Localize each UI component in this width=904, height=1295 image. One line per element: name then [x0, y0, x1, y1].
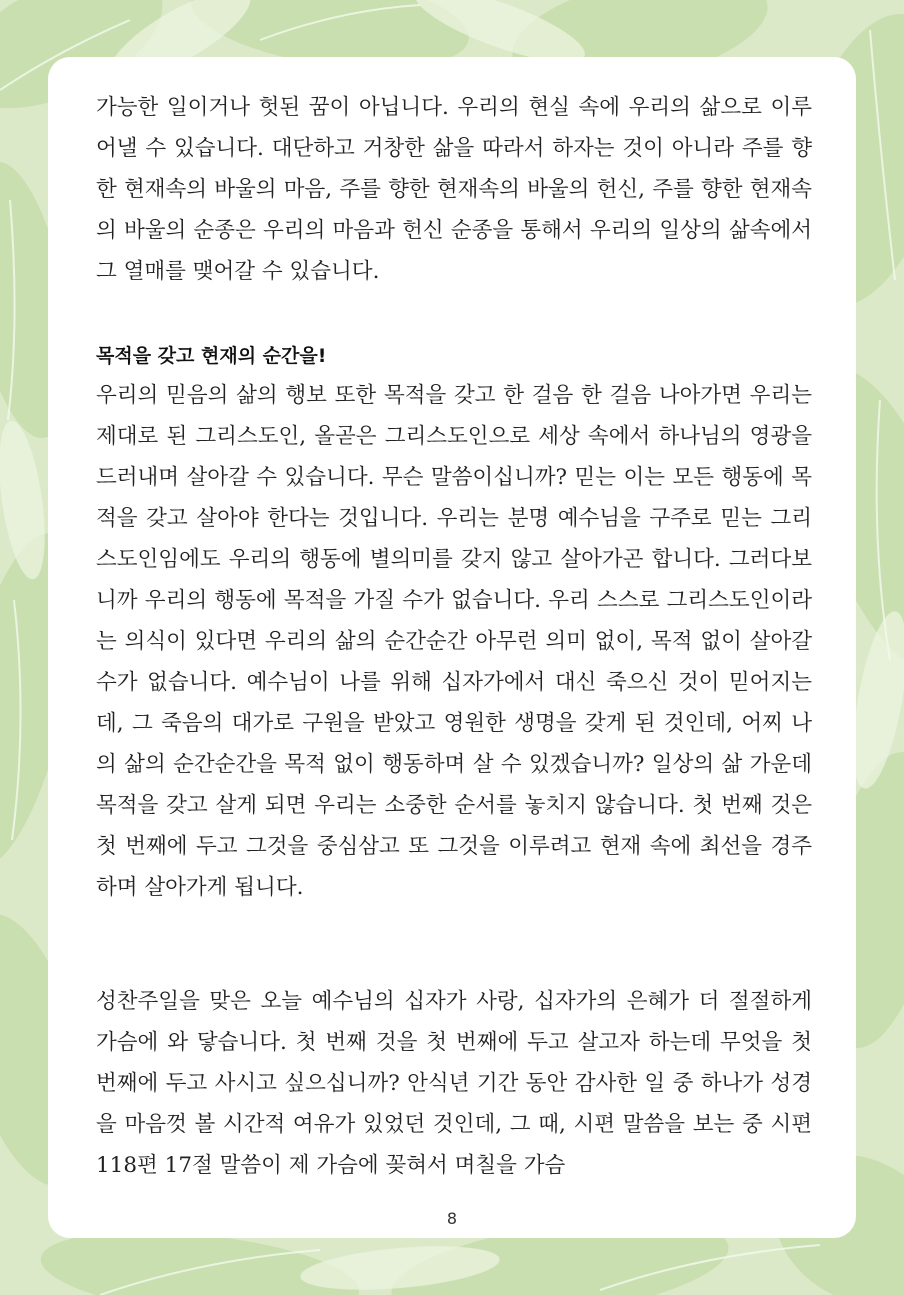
page-card [48, 57, 856, 1238]
page-number: 8 [446, 1209, 458, 1228]
paragraph-purpose: 우리의 믿음의 삶의 행보 또한 목적을 갖고 한 걸음 한 걸음 나아가면 우리는 제대로 된 그리스도인, 올곧은 그리스도인으로 세상 속에서 하나님의 영광을 드러내며 살아갈 수 있습니다. 무슨 말씀이십니까? 믿는 이는 모든 행동에 목적을 갖고 살아야 한다는 것입니다. 우리는 분명 예수님을 구주로 믿는 그리스도인임에도 우리의 행동에 별의미를 갖지 않고 살아가곤 합니다. 그러다보니까 우리의 행동에 목적을 가질 수가 없습니다. 우리 스스로 그리스도인이라는 의식이 있다면 우리의 삶의 순간순간 아무런 의미 없이, 목적 없이 살아갈 수가 없습니다. 예수님이 나를 위해 십자가에서 대신 죽으신 것이 믿어지는데, 그 죽음의 대가로 구원을 받았고 영원한 생명을 갖게 된 것인데, 어찌 나의 삶의 순간순간을 목적 없이 행동하며 살 수 있겠습니까? 일상의 삶 가운데 목적을 갖고 살게 되면 우리는 소중한 순서를 놓치지 않습니다. 첫 번째 것은 첫 번째에 두고 그것을 중심삼고 또 그것을 이루려고 현재 속에 최선을 경주하며 살아가게 됩니다. [96, 383, 812, 900]
section-heading: 목적을 갖고 현재의 순간을! [96, 345, 327, 367]
paragraph-intro: 가능한 일이거나 헛된 꿈이 아닙니다. 우리의 현실 속에 우리의 삶으로 이루어낼 수 있습니다. 대단하고 거창한 삶을 따라서 하자는 것이 아니라 주를 향한 현재속의 바울의 마음, 주를 향한 현재속의 바울의 헌신, 주를 향한 현재속의 바울의 순종은 우리의 마음과 헌신 순종을 통해서 우리의 일상의 삶속에서 그 열매를 맺어갈 수 있습니다. [96, 95, 812, 284]
paragraph-communion: 성찬주일을 맞은 오늘 예수님의 십자가 사랑, 십자가의 은혜가 더 절절하게 가슴에 와 닿습니다. 첫 번째 것을 첫 번째에 두고 살고자 하는데 무엇을 첫 번째에 두고 사시고 싶으십니까? 안식년 기간 동안 감사한 일 중 하나가 성경을 마음껏 볼 시간적 여유가 있었던 것인데, 그 때, 시편 말씀을 보는 중 시편 118편 17절 말씀이 제 가슴에 꽂혀서 며칠을 가슴 [96, 989, 812, 1178]
